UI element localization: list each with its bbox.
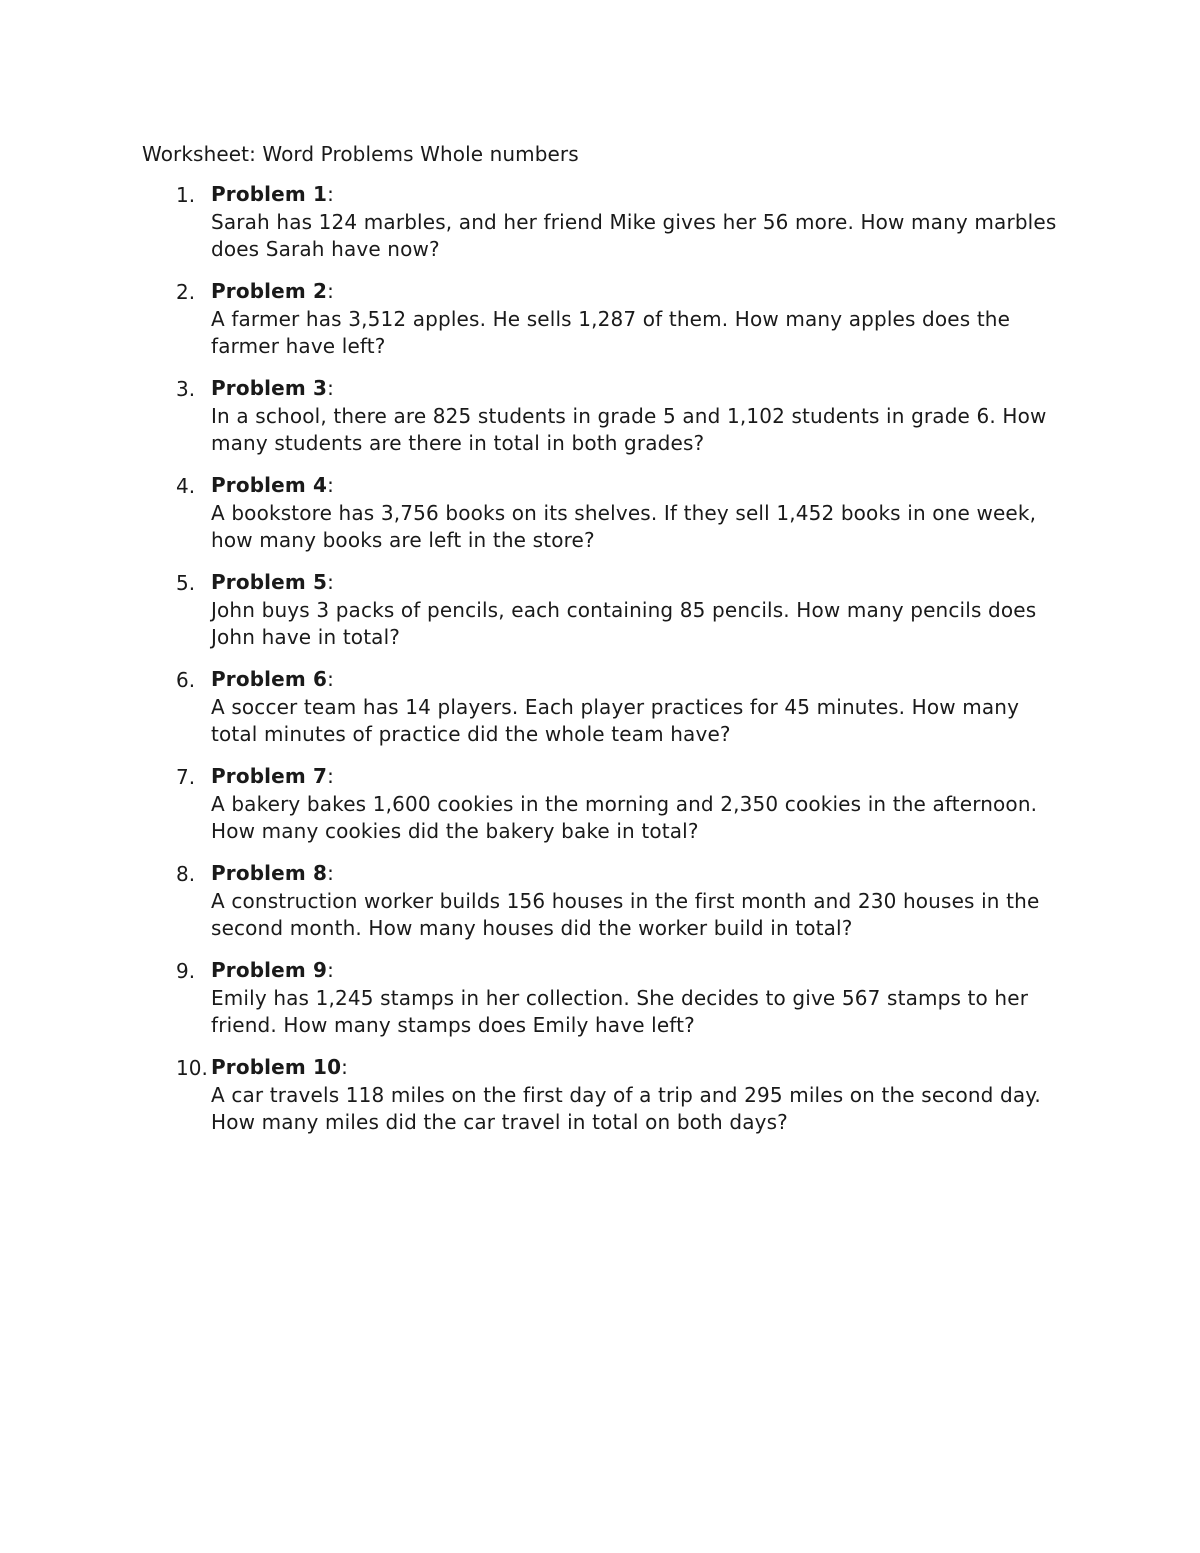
problem-item <box>0 569 1200 652</box>
problem-colon: : <box>327 473 334 497</box>
problem-number: 8. <box>176 862 196 886</box>
problem-number: 1. <box>176 183 196 207</box>
problem-heading <box>211 957 1061 985</box>
problem-colon: : <box>327 376 334 400</box>
problem-colon: : <box>327 958 334 982</box>
problem-body <box>211 278 1061 361</box>
problem-label: Problem 9 <box>211 958 328 982</box>
problem-number: 2. <box>176 280 196 304</box>
problem-colon: : <box>327 182 334 206</box>
problem-body <box>211 666 1061 749</box>
problem-body <box>211 860 1061 943</box>
problem-item <box>0 763 1200 846</box>
problem-colon: : <box>327 570 334 594</box>
problem-text: Sarah has 124 marbles, and her friend Mike gives her 56 more. How many marbles does Sarah have now? <box>211 209 1057 261</box>
problem-heading <box>211 763 1061 791</box>
problem-number: 5. <box>176 571 196 595</box>
problem-heading <box>211 1054 1061 1082</box>
problem-colon: : <box>341 1055 349 1079</box>
problem-label: Problem 4 <box>211 473 328 497</box>
problem-heading <box>211 375 1061 403</box>
problem-label: Problem 8 <box>211 861 328 885</box>
problem-heading <box>211 860 1061 888</box>
problem-text: A soccer team has 14 players. Each player practices for 45 minutes. How many total minutes of practice did the whole team have? <box>211 694 1020 746</box>
problem-list <box>0 181 1200 1151</box>
problem-item <box>0 957 1200 1040</box>
problem-body <box>211 472 1061 555</box>
worksheet-title: Worksheet: Word Problems Whole numbers <box>142 142 579 166</box>
problem-text: Emily has 1,245 stamps in her collection. She decides to give 567 stamps to her friend. How many stamps does Emily have left? <box>211 985 1029 1037</box>
problem-text: A car travels 118 miles on the first day of a trip and 295 miles on the second day. How many miles did the car travel in total on both days? <box>211 1082 1041 1134</box>
problem-text: In a school, there are 825 students in grade 5 and 1,102 students in grade 6. How many students are there in total in both grades? <box>211 403 1047 455</box>
problem-colon: : <box>327 279 334 303</box>
problem-text: A bookstore has 3,756 books on its shelves. If they sell 1,452 books in one week, how many books are left in the store? <box>211 500 1037 552</box>
problem-number: 4. <box>176 474 196 498</box>
problem-label: Problem 6 <box>211 667 328 691</box>
problem-label: Problem 3 <box>211 376 328 400</box>
problem-colon: : <box>327 764 334 788</box>
problem-heading <box>211 569 1061 597</box>
problem-item <box>0 1054 1200 1137</box>
problem-item <box>0 181 1200 264</box>
problem-label: Problem 7 <box>211 764 328 788</box>
problem-number: 3. <box>176 377 196 401</box>
problem-text: A farmer has 3,512 apples. He sells 1,287 of them. How many apples does the farmer have left? <box>211 306 1011 358</box>
problem-label: Problem 1 <box>211 182 328 206</box>
problem-body <box>211 569 1061 652</box>
problem-text: A construction worker builds 156 houses in the first month and 230 houses in the second month. How many houses did the worker build in total? <box>211 888 1040 940</box>
problem-label: Problem 2 <box>211 279 328 303</box>
problem-heading <box>211 181 1061 209</box>
problem-heading <box>211 278 1061 306</box>
problem-text: A bakery bakes 1,600 cookies in the morning and 2,350 cookies in the afternoon. How many cookies did the bakery bake in total? <box>211 791 1038 843</box>
problem-body <box>211 957 1061 1040</box>
problem-body <box>211 375 1061 458</box>
problem-body <box>211 1054 1061 1137</box>
problem-number: 7. <box>176 765 196 789</box>
problem-number: 9. <box>176 959 196 983</box>
problem-colon: : <box>327 667 334 691</box>
problem-heading <box>211 472 1061 500</box>
problem-number: 6. <box>176 668 196 692</box>
problem-item <box>0 375 1200 458</box>
problem-body <box>211 763 1061 846</box>
problem-item <box>0 278 1200 361</box>
problem-item <box>0 472 1200 555</box>
problem-item <box>0 860 1200 943</box>
problem-heading <box>211 666 1061 694</box>
problem-body <box>211 181 1061 264</box>
problem-label: Problem 5 <box>211 570 328 594</box>
problem-number: 10. <box>176 1056 208 1080</box>
problem-colon: : <box>327 861 334 885</box>
problem-text: John buys 3 packs of pencils, each containing 85 pencils. How many pencils does John have in total? <box>211 597 1037 649</box>
problem-item <box>0 666 1200 749</box>
problem-label: Problem 10 <box>211 1055 342 1079</box>
